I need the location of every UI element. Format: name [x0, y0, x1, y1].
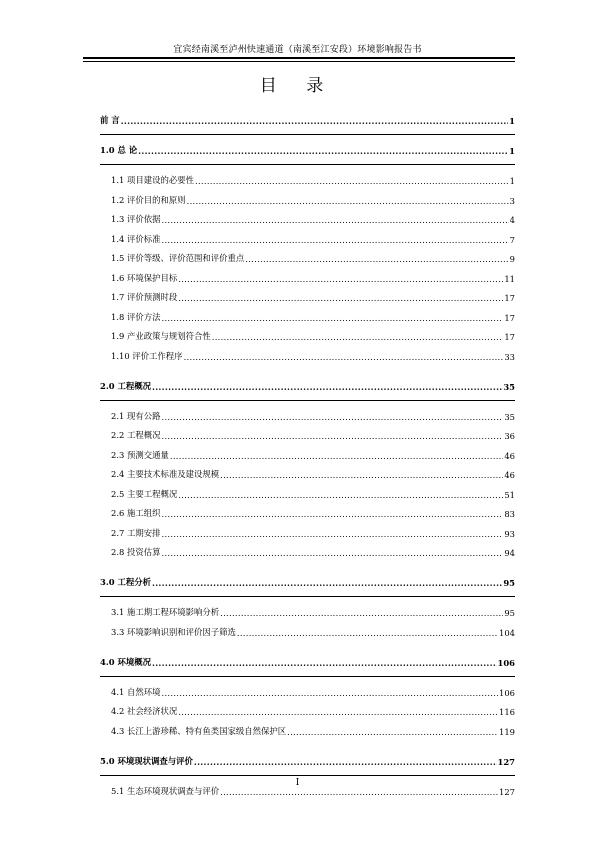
toc-entry-page: 1 — [509, 176, 515, 186]
toc-entry-page: 17 — [504, 312, 515, 323]
toc-leader-dots — [161, 235, 508, 245]
toc-entry-page: 51 — [504, 489, 515, 500]
toc-section-row[interactable] — [100, 252, 515, 264]
toc-entry-label: 3.1 施工期工程环境影响分析 — [111, 607, 220, 617]
toc-section-row[interactable] — [100, 626, 515, 638]
toc-entry-label: 2.3 预测交通量 — [111, 449, 169, 460]
toc-entry-page: 106 — [497, 657, 515, 668]
toc-entry-page: 119 — [499, 726, 515, 737]
toc-entry-label: 1.2 评价目的和原则 — [111, 194, 186, 205]
toc-entry-label: 5.1 生态环境现状调查与评价 — [111, 785, 220, 796]
toc-entry-label: 2.0 工程概况 — [100, 380, 151, 391]
toc-section-row[interactable] — [100, 174, 515, 186]
toc-entry-page: 17 — [504, 332, 515, 342]
toc-entry-page: 116 — [499, 707, 515, 717]
toc-section-row[interactable] — [100, 449, 515, 461]
toc-entry-label: 1.4 评价标准 — [111, 233, 161, 244]
toc-leader-dots — [212, 332, 504, 342]
toc-leader-dots — [245, 254, 508, 264]
toc-chapter-row[interactable] — [100, 380, 515, 392]
toc-section-row[interactable] — [100, 350, 515, 362]
page-number: I — [295, 778, 300, 788]
toc-entry-label: 1.5 评价等级、评价范围和评价重点 — [111, 253, 245, 263]
toc-section-row[interactable] — [100, 429, 515, 441]
header-rule-thin — [83, 61, 515, 62]
toc-entry-page: 94 — [504, 548, 515, 558]
toc-entry-page: 33 — [504, 351, 515, 362]
toc-entry-page: 46 — [504, 450, 515, 461]
toc-section-row[interactable] — [100, 606, 515, 618]
toc-leader-dots — [161, 313, 503, 323]
toc-entry-page: 127 — [497, 756, 515, 767]
toc-entry-label: 1.0 总 论 — [100, 145, 138, 155]
toc-leader-dots — [220, 470, 503, 480]
toc-entry-page: 17 — [504, 293, 515, 303]
toc-entry-page: 46 — [504, 470, 515, 480]
toc-leader-dots — [161, 215, 508, 225]
toc-entry-page: 36 — [504, 431, 515, 441]
toc-leader-dots — [220, 608, 503, 618]
toc-entry-page: 95 — [504, 608, 515, 618]
toc-chapter-row[interactable] — [100, 144, 515, 156]
toc-chapter-row[interactable] — [100, 114, 515, 126]
toc-leader-dots — [161, 509, 503, 519]
toc-leader-dots — [152, 578, 502, 588]
toc-entry-label: 前 言 — [100, 115, 120, 125]
toc-entry-label: 2.8 投资估算 — [111, 547, 161, 557]
toc-leader-dots — [178, 274, 503, 284]
toc-leader-dots — [187, 196, 509, 206]
toc-entry-page: 35 — [504, 411, 515, 422]
toc-leader-dots — [237, 628, 498, 638]
toc-entry-label: 2.7 工期安排 — [111, 527, 161, 538]
toc-leader-dots — [152, 658, 497, 668]
toc-leader-dots — [220, 787, 498, 797]
toc-entry-label: 2.2 工程概况 — [111, 430, 161, 440]
toc-entry-page: 127 — [499, 786, 515, 797]
toc-entry-label: 2.1 现有公路 — [111, 410, 161, 421]
toc-entry-label: 1.8 评价方法 — [111, 311, 161, 322]
toc-entry-label: 1.7 评价预测时段 — [111, 292, 178, 302]
toc-entry-label: 5.0 环境现状调查与评价 — [100, 755, 193, 766]
toc-leader-dots — [194, 757, 497, 767]
toc-section-row[interactable] — [100, 330, 515, 342]
toc-leader-dots — [161, 688, 498, 698]
toc-section-row[interactable] — [100, 488, 515, 500]
toc-section-row[interactable] — [100, 233, 515, 245]
toc-entry-label: 4.0 环境概况 — [100, 656, 151, 667]
toc-section-row[interactable] — [100, 507, 515, 519]
toc-section-row[interactable] — [100, 291, 515, 303]
toc-section-row[interactable] — [100, 468, 515, 480]
toc-entry-page: 1 — [509, 146, 515, 156]
toc-entry-page: 1 — [509, 116, 515, 126]
toc-chapter-row[interactable] — [100, 755, 515, 767]
toc-entry-label: 1.3 评价依据 — [111, 214, 161, 224]
toc-leader-dots — [161, 412, 503, 422]
toc-leader-dots — [195, 176, 509, 186]
toc-entry-page: 4 — [509, 215, 515, 225]
toc-leader-dots — [161, 529, 503, 539]
toc-leader-dots — [287, 727, 498, 737]
toc-entry-label: 2.5 主要工程概况 — [111, 488, 178, 499]
toc-section-row[interactable] — [100, 725, 515, 737]
toc-entry-label: 1.10 评价工作程序 — [111, 350, 183, 361]
toc-entry-page: 9 — [509, 254, 515, 264]
toc-entry-label: 2.6 施工组织 — [111, 508, 161, 518]
toc-entry-label: 4.1 自然环境 — [111, 686, 161, 697]
toc-entry-label: 2.4 主要技术标准及建设规模 — [111, 469, 220, 479]
toc-leader-dots — [138, 146, 508, 156]
toc-leader-dots — [184, 352, 504, 362]
toc-section-row[interactable] — [100, 686, 515, 698]
toc-leader-dots — [161, 431, 503, 441]
toc-section-row[interactable] — [100, 213, 515, 225]
toc-entry-page: 95 — [503, 578, 515, 588]
toc-entry-page: 106 — [499, 687, 515, 698]
toc-entry-label: 4.3 长江上游珍稀、特有鱼类国家级自然保护区 — [111, 725, 287, 736]
toc-leader-dots — [178, 293, 503, 303]
toc-section-row[interactable] — [100, 194, 515, 206]
toc-leader-dots — [170, 451, 503, 461]
toc-entry-label: 1.6 环境保护目标 — [111, 272, 178, 283]
toc-chapter-row[interactable] — [100, 576, 515, 588]
toc-leader-dots — [178, 707, 498, 717]
toc-chapter-row[interactable] — [100, 656, 515, 668]
toc-section-row[interactable] — [100, 546, 515, 558]
toc-entry-page: 83 — [504, 509, 515, 519]
toc-leader-dots — [161, 548, 503, 558]
toc-leader-dots — [121, 116, 509, 126]
toc-entry-label: 4.2 社会经济状况 — [111, 706, 178, 716]
toc-entry-label: 3.0 工程分析 — [100, 577, 151, 587]
toc-entry-page: 11 — [504, 273, 515, 284]
toc-section-row[interactable] — [100, 705, 515, 717]
toc-entry-page: 35 — [503, 381, 515, 392]
toc-section-row[interactable] — [100, 272, 515, 284]
toc-entry-page: 104 — [499, 627, 515, 638]
toc-section-row[interactable] — [100, 311, 515, 323]
toc-entry-label: 1.1 项目建设的必要性 — [111, 175, 194, 185]
toc-section-row[interactable] — [100, 527, 515, 539]
toc-leader-dots — [152, 382, 502, 392]
toc-section-row[interactable] — [100, 410, 515, 422]
page-title: 目 录 — [259, 76, 336, 96]
header-rule-thick — [83, 57, 515, 59]
toc-entry-page: 93 — [504, 528, 515, 539]
toc-entry-label: 1.9 产业政策与规划符合性 — [111, 331, 211, 341]
toc-entry-label: 3.3 环境影响识别和评价因子筛选 — [111, 626, 236, 637]
toc-leader-dots — [178, 490, 503, 500]
toc-entry-page: 7 — [509, 234, 515, 245]
toc-entry-page: 3 — [509, 195, 515, 206]
running-header: 宜宾经南溪至泸州快速通道（南溪至江安段）环境影响报告书 — [173, 45, 422, 55]
